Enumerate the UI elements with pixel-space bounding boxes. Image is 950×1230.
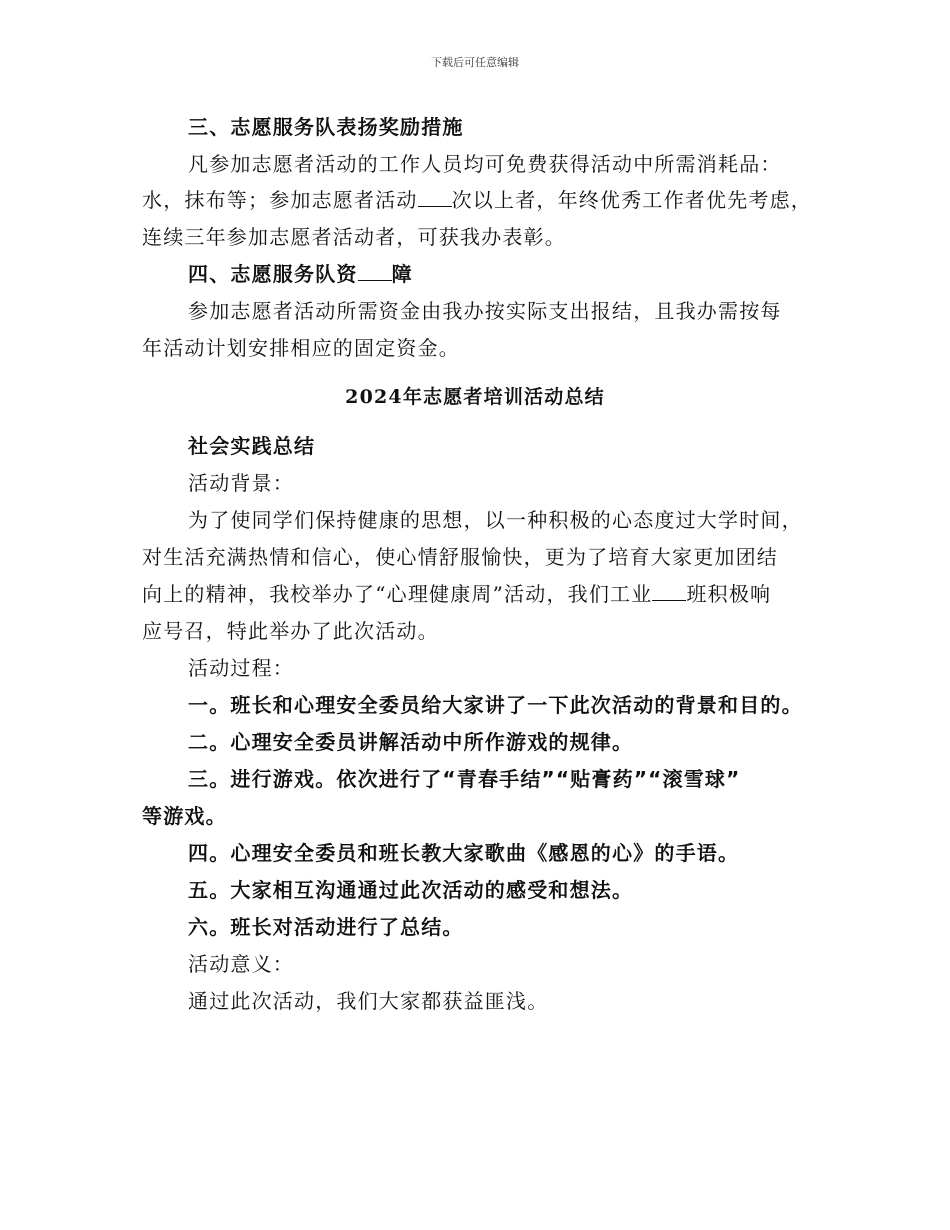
section4-paragraph-line: 参加志愿者活动所需资金由我办按实际支出报结，且我办需按每 [188, 299, 782, 323]
text-segment: 向上的精神，我校举办了“心理健康周”活动，我们工业 [142, 582, 653, 606]
text-segment: 四、志愿服务队资 [188, 262, 358, 286]
header-note: 下载后可任意编辑 [431, 56, 519, 69]
process-step-6: 六。班长对活动进行了总结。 [188, 915, 464, 939]
section3-paragraph-line [142, 186, 812, 214]
document-title: 2024年志愿者培训活动总结 [345, 386, 605, 408]
section3-heading: 三、志愿服务队表扬奖励措施 [188, 115, 464, 139]
background-label: 活动背景： [188, 471, 294, 495]
section3-paragraph-line: 连续三年参加志愿者活动者，可获我办表彰。 [142, 225, 566, 249]
section3-paragraph-line: 凡参加志愿者活动的工作人员均可免费获得活动中所需消耗品： [188, 152, 782, 176]
section4-paragraph-line: 年活动计划安排相应的固定资金。 [142, 336, 460, 360]
background-paragraph-line: 对生活充满热情和信心，使心情舒服愉快，更为了培育大家更加团结 [142, 545, 778, 569]
meaning-text: 通过此次活动，我们大家都获益匪浅。 [188, 989, 549, 1013]
text-segment: 水，抹布等；参加志愿者活动 [142, 188, 418, 212]
blank-underline [358, 262, 392, 281]
background-paragraph-line: 应号召，特此举办了此次活动。 [142, 619, 439, 643]
section4-heading [188, 260, 413, 288]
process-label: 活动过程： [188, 656, 294, 680]
process-step-5: 五。大家相互沟通通过此次活动的感受和想法。 [188, 878, 634, 902]
background-paragraph-line [142, 580, 771, 608]
background-paragraph-line: 为了使同学们保持健康的思想，以一种积极的心态度过大学时间， [188, 508, 803, 532]
meaning-label: 活动意义： [188, 952, 294, 976]
text-segment: 班积极响 [686, 582, 772, 606]
blank-underline [418, 188, 452, 207]
process-step-2: 二。心理安全委员讲解活动中所作游戏的规律。 [188, 730, 634, 754]
summary-subheading: 社会实践总结 [188, 434, 316, 458]
process-step-3: 三。进行游戏。依次进行了“青春手结”“贴膏药”“滚雪球” [188, 767, 741, 791]
process-step-4: 四。心理安全委员和班长教大家歌曲《感恩的心》的手语。 [188, 841, 740, 865]
process-step-1: 一。班长和心理安全委员给大家讲了一下此次活动的背景和目的。 [188, 693, 803, 717]
blank-underline [652, 582, 686, 601]
text-segment: 障 [391, 262, 413, 286]
text-segment: 次以上者，年终优秀工作者优先考虑， [451, 188, 813, 212]
process-step-3-continued: 等游戏。 [142, 804, 227, 828]
